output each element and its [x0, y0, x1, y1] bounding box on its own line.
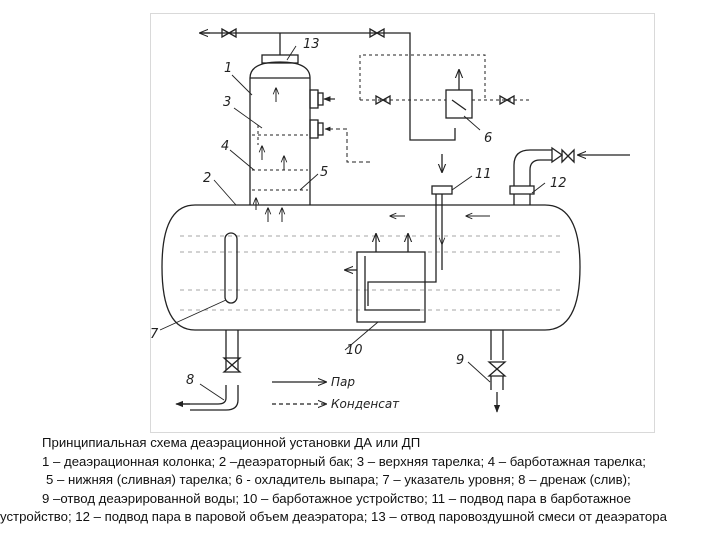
label-3: 3: [223, 95, 232, 110]
caption-line-1: 1 – деаэрационная колонка; 2 –деаэраторный бак; 3 – верхняя тарелка; 4 – барботажная тарелка;: [42, 453, 646, 469]
label-7: 7: [150, 327, 159, 342]
steam-inlet-bubbler: [432, 186, 452, 194]
label-1: 1: [224, 61, 233, 76]
caption-line-3: 9 –отвод деаэрированной воды; 10 – барботажное устройство; 11 – подвод пара в барботажное: [42, 490, 631, 506]
label-6: 6: [484, 131, 493, 146]
deaeration-column: [250, 62, 310, 205]
label-5: 5: [320, 165, 329, 180]
legend-steam-text: Пар: [331, 375, 355, 389]
level-indicator: [225, 233, 237, 303]
caption-title: Принципиальная схема деаэрационной установки ДА или ДП: [42, 435, 421, 450]
deaerated-water-outlet: [491, 330, 503, 390]
label-13: 13: [303, 37, 320, 52]
drain-pipe: [178, 330, 238, 410]
label-10: 10: [346, 343, 363, 358]
label-9: 9: [456, 353, 465, 368]
caption-line-2: 5 – нижняя (сливная) тарелка; 6 - охладитель выпара; 7 – указатель уровня; 8 – дренаж (слив);: [46, 472, 631, 488]
label-2: 2: [203, 171, 212, 186]
legend-condensate-text: Конденсат: [331, 397, 400, 411]
label-8: 8: [186, 373, 195, 388]
steam-inlet-vapor-space: [510, 186, 534, 194]
vapor-cooler: [446, 90, 472, 118]
figure-caption: [0, 434, 718, 527]
label-4: 4: [221, 139, 230, 154]
label-11: 11: [475, 167, 492, 182]
caption-line-4: устройство; 12 – подвод пара в паровой объем деаэратора; 13 – отвод паровоздушной смеси от деаэратора: [0, 509, 667, 525]
bubbling-device: [357, 252, 425, 322]
label-12: 12: [550, 176, 567, 191]
